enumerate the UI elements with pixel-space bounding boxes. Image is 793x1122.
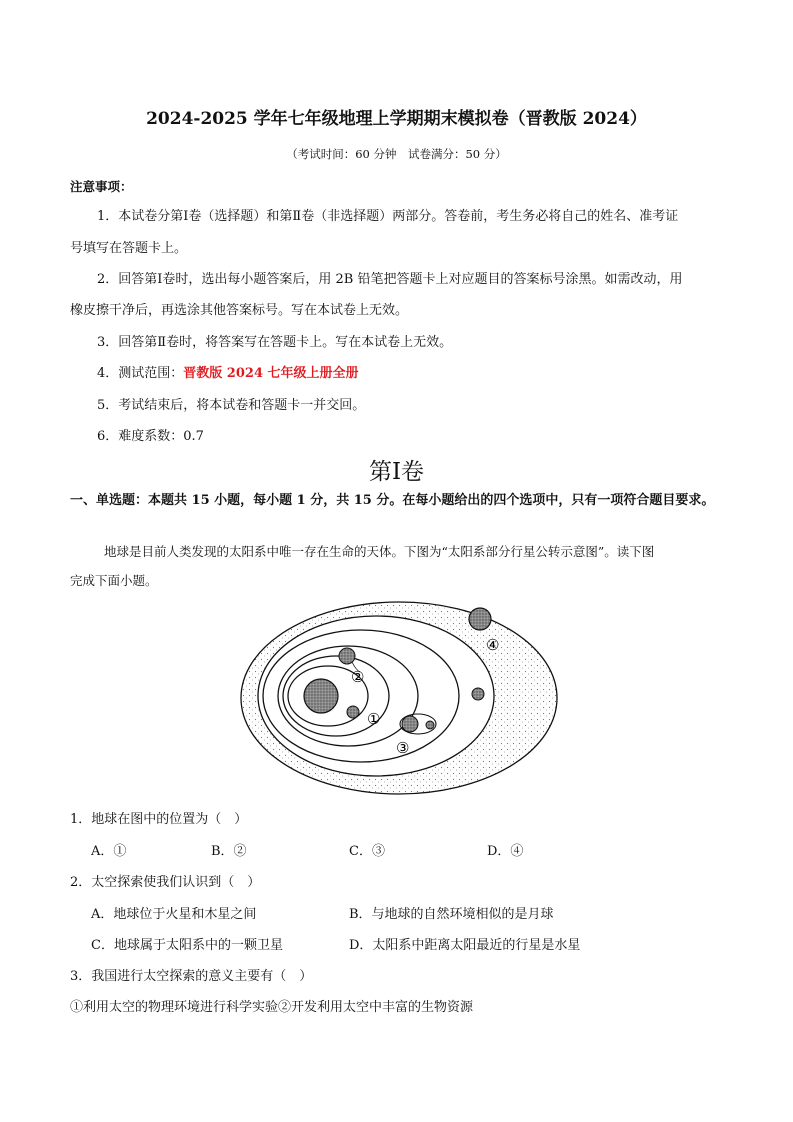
note-4-label: 4．测试范围： bbox=[97, 366, 184, 381]
q1-option-c[interactable]: C．③ bbox=[349, 844, 385, 859]
q2-option-b[interactable]: B．与地球的自然环境相似的是月球 bbox=[349, 907, 554, 922]
passage-line-1: 地球是目前人类发现的太阳系中唯一存在生命的天体。下图为“太阳系部分行星公转示意图”。读下图 bbox=[104, 544, 655, 559]
q2-option-c[interactable]: C．地球属于太阳系中的一颗卫星 bbox=[91, 938, 283, 953]
moon bbox=[426, 721, 434, 729]
q2-option-a[interactable]: A．地球位于火星和木星之间 bbox=[91, 907, 257, 922]
note-1-line-2: 号填写在答题卡上。 bbox=[70, 241, 188, 256]
note-6: 6．难度系数：0.7 bbox=[97, 429, 204, 444]
note-3: 3．回答第Ⅱ卷时，将答案写在答题卡上。写在本试卷上无效。 bbox=[97, 335, 453, 350]
exam-info: （考试时间：60 分钟 试卷满分：50 分） bbox=[286, 147, 507, 161]
label-3: ③ bbox=[396, 739, 410, 757]
test-range: 晋教版 2024 七年级上册全册 bbox=[183, 366, 359, 381]
sun bbox=[304, 679, 338, 713]
solar-system-diagram bbox=[236, 598, 562, 800]
note-4 bbox=[97, 362, 359, 381]
page-title: 2024-2025 学年七年级地理上学期期末模拟卷（晋教版 2024） bbox=[146, 109, 647, 129]
passage-line-2: 完成下面小题。 bbox=[70, 573, 158, 588]
label-4: ④ bbox=[486, 636, 500, 654]
planet-4 bbox=[469, 608, 491, 630]
planet-3 bbox=[402, 716, 418, 732]
question-3-stem: 3．我国进行太空探索的意义主要有（ ） bbox=[70, 969, 313, 984]
note-2-line-1: 2．回答第Ⅰ卷时，选出每小题答案后，用 2B 铅笔把答题卡上对应题目的答案标号涂黑。如需改动，用 bbox=[97, 272, 683, 287]
question-2-stem: 2．太空探索使我们认识到（ ） bbox=[70, 875, 261, 890]
section-title: 第Ⅰ卷 bbox=[368, 459, 425, 485]
note-5: 5．考试结束后，将本试卷和答题卡一并交回。 bbox=[97, 398, 366, 413]
planet-outer-small bbox=[472, 688, 484, 700]
label-2: ② bbox=[351, 668, 365, 686]
q1-option-d[interactable]: D．④ bbox=[487, 844, 524, 859]
note-2-line-2: 橡皮擦干净后，再选涂其他答案标号。写在本试卷上无效。 bbox=[70, 303, 409, 318]
label-1: ① bbox=[367, 710, 381, 728]
q1-option-b[interactable]: B．② bbox=[211, 844, 247, 859]
question-1-stem: 1．地球在图中的位置为（ ） bbox=[70, 812, 248, 827]
q1-option-a[interactable]: A．① bbox=[91, 844, 127, 859]
question-3-line-1: ①利用太空的物理环境进行科学实验②开发利用太空中丰富的生物资源 bbox=[70, 1000, 474, 1015]
planet-1 bbox=[347, 706, 359, 718]
notes-heading: 注意事项： bbox=[70, 179, 133, 194]
note-1-line-1: 1．本试卷分第Ⅰ卷（选择题）和第Ⅱ卷（非选择题）两部分。答卷前，考生务必将自己的姓名、准考证 bbox=[97, 209, 679, 224]
section-instructions: 一、单选题：本题共 15 小题，每小题 1 分，共 15 分。在每小题给出的四个选项中，只有一项符合题目要求。 bbox=[70, 493, 715, 508]
planet-2 bbox=[339, 648, 355, 664]
q2-option-d[interactable]: D．太阳系中距离太阳最近的行星是水星 bbox=[349, 938, 581, 953]
